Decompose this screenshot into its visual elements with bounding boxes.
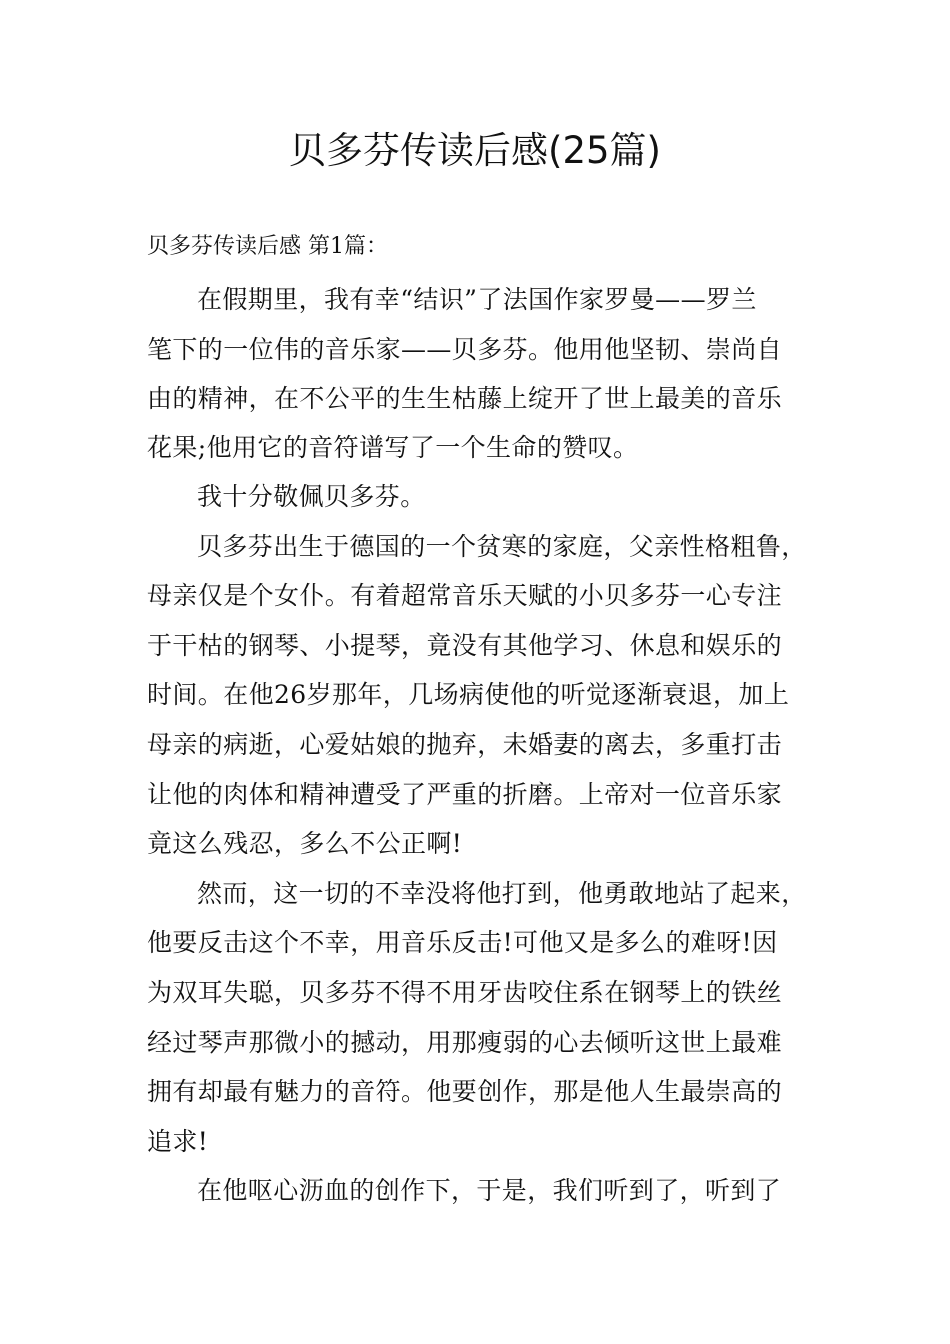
paragraph-line: 于干枯的钢琴、小提琴，竟没有其他学习、休息和娱乐的 xyxy=(147,631,783,660)
paragraph-line: 花果;他用它的音符谱写了一个生命的赞叹。 xyxy=(147,433,639,462)
paragraph-line: 贝多芬出生于德国的一个贫寒的家庭，父亲性格粗鲁， xyxy=(197,532,807,561)
paragraph-line: 追求! xyxy=(147,1127,209,1156)
paragraph-line: 让他的肉体和精神遭受了严重的折磨。上帝对一位音乐家 xyxy=(147,780,783,809)
paragraph-line: 在他呕心沥血的创作下，于是，我们听到了，听到了 xyxy=(197,1176,782,1205)
paragraph-line: 母亲的病逝，心爱姑娘的抛弃，未婚妻的离去，多重打击 xyxy=(147,730,783,759)
paragraph-line: 我十分敬佩贝多芬。 xyxy=(197,482,426,511)
paragraph-line: 竟这么残忍，多么不公正啊! xyxy=(147,829,463,858)
paragraph-line: 他要反击这个不幸，用音乐反击!可他又是多么的难呀!因 xyxy=(147,928,778,957)
paragraph-line: 时间。在他26岁那年，几场病使他的听觉逐渐衰退，加上 xyxy=(147,680,790,709)
paragraph-line: 笔下的一位伟的音乐家——贝多芬。他用他坚韧、崇尚自 xyxy=(147,335,783,364)
section-heading: 贝多芬传读后感 第1篇： xyxy=(147,234,388,259)
document-title: 贝多芬传读后感(25篇) xyxy=(289,129,661,172)
paragraph-line: 为双耳失聪，贝多芬不得不用牙齿咬住系在钢琴上的铁丝 xyxy=(147,978,783,1007)
paragraph-line: 然而，这一切的不幸没将他打到，他勇敢地站了起来， xyxy=(197,879,807,908)
paragraph-line: 经过琴声那微小的撼动，用那瘦弱的心去倾听这世上最难 xyxy=(147,1028,783,1057)
paragraph-line: 拥有却最有魅力的音符。他要创作，那是他人生最崇高的 xyxy=(147,1077,783,1106)
paragraph-line: 由的精神，在不公平的生生枯藤上绽开了世上最美的音乐 xyxy=(147,384,783,413)
paragraph-line: 母亲仅是个女仆。有着超常音乐天赋的小贝多芬一心专注 xyxy=(147,581,783,610)
paragraph-line: 在假期里，我有幸“结识”了法国作家罗曼——罗兰 xyxy=(197,285,757,314)
